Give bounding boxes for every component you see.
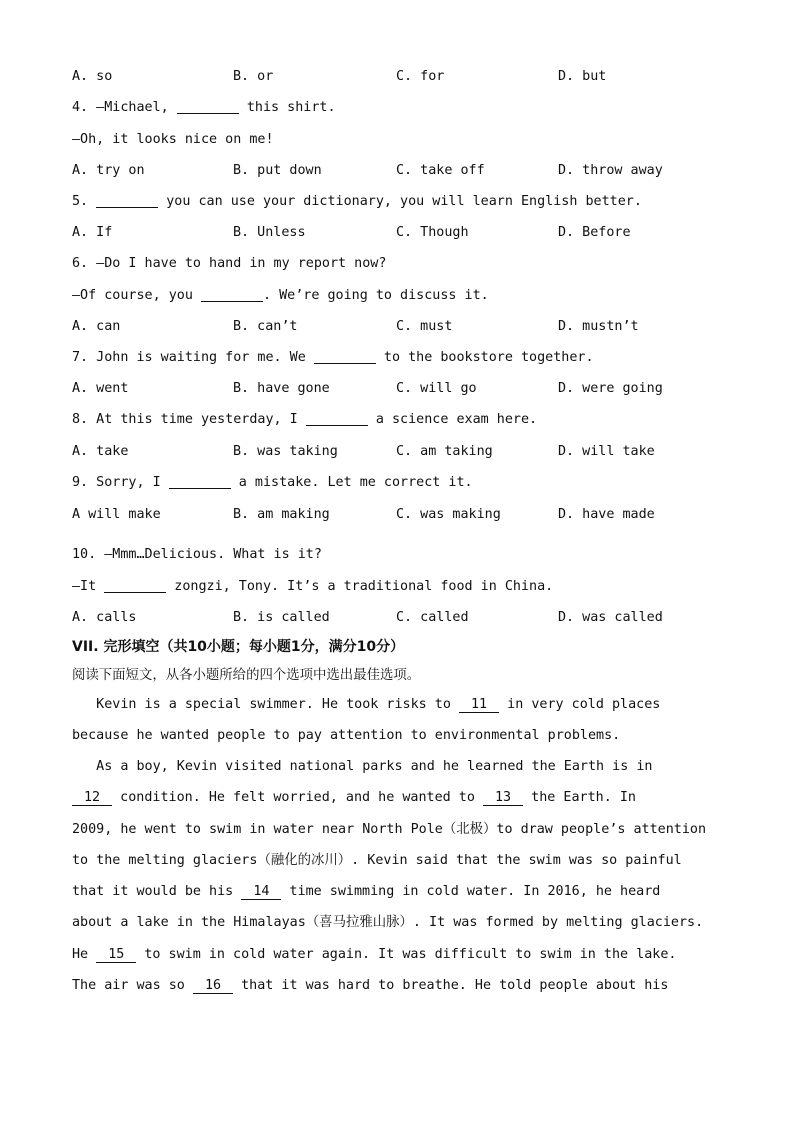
passage-line: Kevin is a special swimmer. He took risks to 11 in very cold places bbox=[72, 697, 661, 712]
passage-line: 12 condition. He felt worried, and he wanted to 13 the Earth. In bbox=[72, 789, 732, 807]
option-b[interactable]: B. was taking bbox=[233, 444, 338, 459]
option-c[interactable]: C. am taking bbox=[396, 444, 493, 459]
answer-blank[interactable] bbox=[96, 193, 158, 208]
option-b[interactable]: B. is called bbox=[233, 610, 330, 625]
blank-16[interactable]: 16 bbox=[193, 978, 233, 994]
option-b[interactable]: B. Unless bbox=[233, 225, 306, 240]
answer-blank[interactable] bbox=[177, 99, 239, 114]
question-6-reply: —Of course, you . We’re going to discuss it. bbox=[72, 288, 489, 303]
answer-blank[interactable] bbox=[104, 578, 166, 593]
blank-12[interactable]: 12 bbox=[72, 790, 112, 806]
option-b[interactable]: B. put down bbox=[233, 163, 322, 178]
option-d[interactable]: D. have made bbox=[558, 507, 655, 522]
question-10-reply: —It zongzi, Tony. It’s a traditional food in China. bbox=[72, 579, 554, 594]
option-c[interactable]: C. was making bbox=[396, 507, 501, 522]
question-7: 7. John is waiting for me. We to the bookstore together. bbox=[72, 350, 594, 365]
option-a[interactable]: A. so bbox=[72, 69, 113, 84]
question-4: 4. —Michael, this shirt. bbox=[72, 100, 336, 115]
answer-blank[interactable] bbox=[306, 411, 368, 426]
option-d[interactable]: D. will take bbox=[558, 444, 655, 459]
option-b[interactable]: B. or bbox=[233, 69, 274, 84]
option-d[interactable]: D. Before bbox=[558, 225, 631, 240]
option-c[interactable]: C. called bbox=[396, 610, 469, 625]
option-d[interactable]: D. but bbox=[558, 69, 607, 84]
option-a[interactable]: A. take bbox=[72, 444, 129, 459]
option-b[interactable]: B. am making bbox=[233, 507, 330, 522]
passage-line: to the melting glaciers（融化的冰川）. Kevin said that the swim was so painful bbox=[72, 853, 682, 868]
option-d[interactable]: D. mustn’t bbox=[558, 319, 639, 334]
question-8: 8. At this time yesterday, I a science exam here. bbox=[72, 412, 538, 427]
answer-blank[interactable] bbox=[169, 474, 231, 489]
passage-line: He 15 to swim in cold water again. It was difficult to swim in the lake. bbox=[72, 947, 677, 962]
question-10: 10. —Mmm…Delicious. What is it? bbox=[72, 547, 322, 562]
option-a[interactable]: A. If bbox=[72, 225, 113, 240]
blank-13[interactable]: 13 bbox=[483, 790, 523, 806]
option-d[interactable]: D. was called bbox=[558, 610, 663, 625]
question-5: 5. you can use your dictionary, you will learn English better. bbox=[72, 194, 642, 209]
passage-line: 2009, he went to swim in water near North Pole（北极）to draw people’s attention bbox=[72, 822, 707, 837]
option-d[interactable]: D. were going bbox=[558, 381, 663, 396]
passage-line: As a boy, Kevin visited national parks and he learned the Earth is in bbox=[72, 759, 653, 774]
option-c[interactable]: C. must bbox=[396, 319, 453, 334]
question-6: 6. —Do I have to hand in my report now? bbox=[72, 256, 387, 271]
question-4-reply: —Oh, it looks nice on me! bbox=[72, 132, 274, 147]
answer-blank[interactable] bbox=[314, 349, 376, 364]
blank-14[interactable]: 14 bbox=[241, 884, 281, 900]
option-b[interactable]: B. have gone bbox=[233, 381, 330, 396]
option-c[interactable]: C. take off bbox=[396, 163, 485, 178]
passage-line: about a lake in the Himalayas（喜马拉雅山脉）. It was formed by melting glaciers. bbox=[72, 915, 704, 930]
answer-blank[interactable] bbox=[201, 287, 263, 302]
section-instruction: 阅读下面短文，从各小题所给的四个选项中选出最佳选项。 bbox=[72, 668, 421, 683]
passage-line: because he wanted people to pay attention to environmental problems. bbox=[72, 728, 621, 743]
option-c[interactable]: C. Though bbox=[396, 225, 469, 240]
option-d[interactable]: D. throw away bbox=[558, 163, 663, 178]
option-c[interactable]: C. for bbox=[396, 69, 445, 84]
blank-11[interactable]: 11 bbox=[459, 697, 499, 713]
option-a[interactable]: A will make bbox=[72, 507, 161, 522]
passage-line: The air was so 16 that it was hard to breathe. He told people about his bbox=[72, 978, 669, 993]
passage-line: that it would be his 14 time swimming in cold water. In 2016, he heard bbox=[72, 884, 661, 899]
option-b[interactable]: B. can’t bbox=[233, 319, 298, 334]
option-a[interactable]: A. went bbox=[72, 381, 129, 396]
option-c[interactable]: C. will go bbox=[396, 381, 477, 396]
question-9: 9. Sorry, I a mistake. Let me correct it. bbox=[72, 475, 473, 490]
section-title: VII. 完形填空（共10小题；每小题1分，满分10分） bbox=[72, 639, 405, 655]
option-a[interactable]: A. can bbox=[72, 319, 121, 334]
option-a[interactable]: A. calls bbox=[72, 610, 137, 625]
option-a[interactable]: A. try on bbox=[72, 163, 145, 178]
blank-15[interactable]: 15 bbox=[96, 947, 136, 963]
